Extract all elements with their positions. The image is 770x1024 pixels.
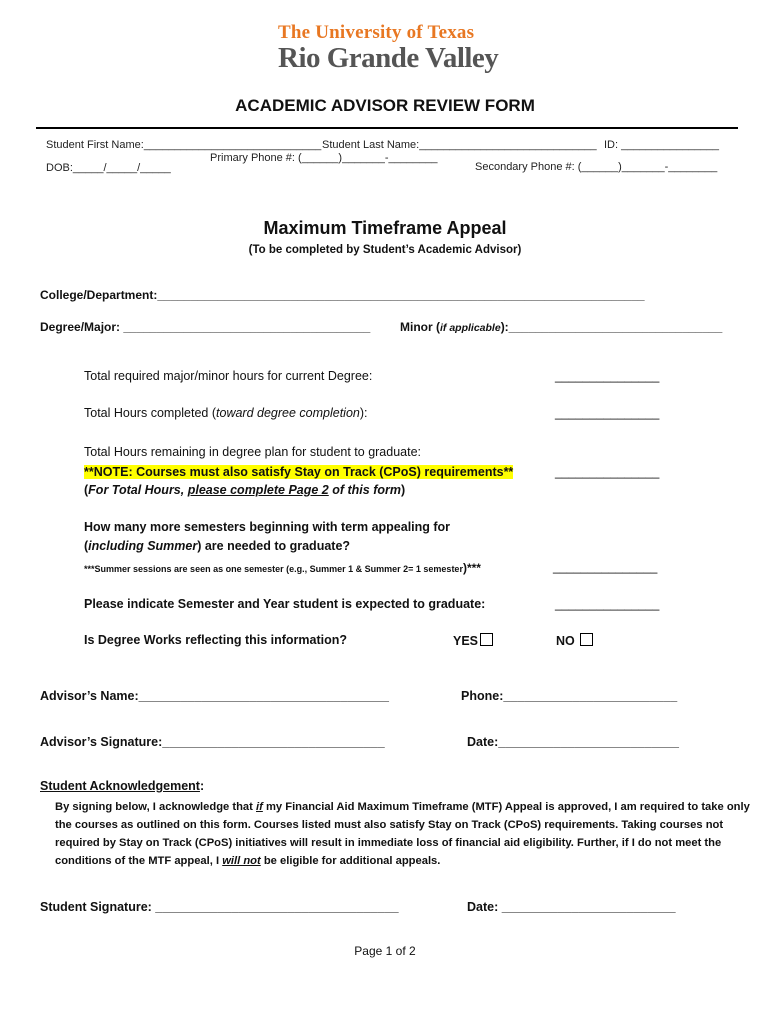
university-logo-line1: The University of Texas	[278, 22, 475, 43]
degree-major-field[interactable]: Degree/Major: _____________________________________	[40, 320, 371, 334]
student-date-field[interactable]: Date: _________________________	[467, 900, 676, 914]
primary-phone-field[interactable]: Primary Phone #: (______)_______-________	[210, 152, 438, 164]
minor-field[interactable]: Minor (if applicable):________________________________	[400, 320, 723, 334]
q-semesters-label-line2: (including Summer) are needed to graduate?	[84, 539, 351, 553]
secondary-phone-field[interactable]: Secondary Phone #: (______)_______-________	[475, 161, 718, 173]
advisor-name-field[interactable]: Advisor’s Name:____________________________________	[40, 689, 389, 703]
summer-sessions-note: ***Summer sessions are seen as one semester (e.g., Summer 1 & Summer 2= 1 semester)***	[84, 561, 481, 575]
q-required-hours-blank[interactable]: _______________	[555, 369, 660, 383]
college-department-field[interactable]: College/Department:_________________________________________________________________________	[40, 288, 645, 302]
university-logo-line2: Rio Grande Valley	[278, 42, 499, 74]
q-expected-graduation-blank[interactable]: _______________	[555, 597, 660, 611]
title-divider	[36, 127, 738, 129]
q-hours-completed-label: Total Hours completed (toward degree completion):	[84, 406, 368, 420]
form-title: ACADEMIC ADVISOR REVIEW FORM	[235, 96, 535, 115]
q-hours-completed-blank[interactable]: _______________	[555, 406, 660, 420]
dob-field[interactable]: DOB:_____/_____/_____	[46, 162, 171, 174]
q-degree-works-label: Is Degree Works reflecting this information?	[84, 633, 348, 647]
q-required-hours-label: Total required major/minor hours for current Degree:	[84, 369, 373, 383]
page-number: Page 1 of 2	[354, 944, 416, 958]
yes-checkbox[interactable]	[480, 633, 493, 646]
student-last-name-field[interactable]: Student Last Name:_____________________________	[322, 139, 597, 151]
acknowledgement-paragraph: By signing below, I acknowledge that if my Financial Aid Maximum Timeframe (MTF) Appeal is approved, I am required to take only the courses as outlined on this form. Courses listed must also satisfy Stay on Track (CPoS) requirements. Taking courses not required by Stay on Track (CPoS) initiatives will result in immediate loss of financial aid eligibility. Further, if I do not meet the conditions of the MTF appeal, I will not be eligible for additional appeals.	[55, 801, 750, 867]
q-hours-remaining-blank[interactable]: _______________	[555, 465, 660, 479]
q-hours-remaining-label: Total Hours remaining in degree plan for student to graduate:	[84, 445, 422, 459]
cpos-note: **NOTE: Courses must also satisfy Stay on Track (CPoS) requirements**	[84, 465, 514, 479]
advisor-signature-field[interactable]: Advisor’s Signature:________________________________	[40, 735, 385, 749]
advisor-phone-field[interactable]: Phone:_________________________	[461, 689, 678, 703]
appeal-title: Maximum Timeframe Appeal	[263, 218, 507, 238]
student-signature-field[interactable]: Student Signature: ___________________________________	[40, 900, 399, 914]
no-checkbox[interactable]	[580, 633, 593, 646]
acknowledgement-heading: Student Acknowledgement:	[40, 779, 205, 793]
advisor-date-field[interactable]: Date:__________________________	[467, 735, 680, 749]
yes-option[interactable]: YES	[453, 633, 493, 648]
student-first-name-field[interactable]: Student First Name:_____________________________	[46, 139, 322, 151]
q-semesters-label-line1: How many more semesters beginning with term appealing for	[84, 520, 451, 534]
no-option[interactable]: NO	[556, 633, 593, 648]
student-id-field[interactable]: ID: ________________	[604, 139, 719, 151]
total-hours-instruction: (For Total Hours, please complete Page 2 of this form)	[84, 483, 406, 497]
q-semesters-blank[interactable]: _______________	[553, 560, 658, 574]
appeal-subtitle: (To be completed by Student’s Academic Advisor)	[248, 244, 522, 256]
q-expected-graduation-label: Please indicate Semester and Year student is expected to graduate:	[84, 597, 486, 611]
